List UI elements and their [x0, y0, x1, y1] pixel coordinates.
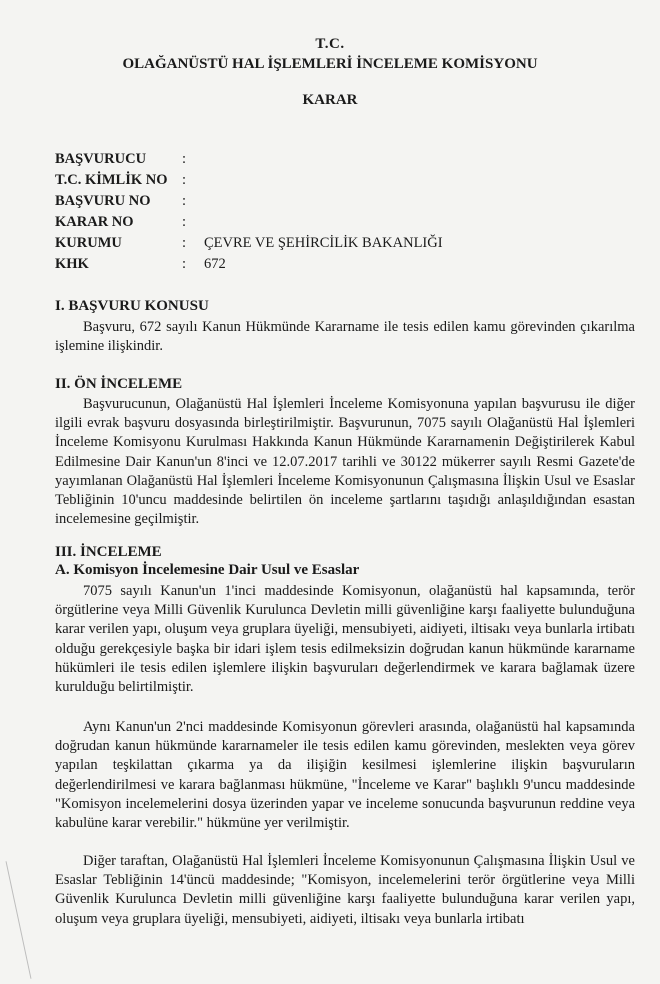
field-colon: :	[182, 256, 187, 272]
header-commission: OLAĞANÜSTÜ HAL İŞLEMLERİ İNCELEME KOMİSYONU	[122, 56, 538, 72]
field-row	[55, 233, 443, 254]
field-row	[55, 212, 443, 233]
field-label: KARAR NO	[55, 214, 134, 230]
field-row	[55, 149, 443, 170]
section-title: II. ÖN İNCELEME	[55, 376, 183, 392]
field-colon: :	[182, 235, 187, 251]
section-title: I. BAŞVURU KONUSU	[55, 298, 209, 314]
info-fields	[55, 149, 443, 275]
header-decision: KARAR	[302, 92, 358, 108]
section-paragraph: Aynı Kanun'un 2'nci maddesinde Komisyonun görevleri arasında, olağanüstü hal kapsamında doğrudan kanun hükmünde kararnameler ile tesis edilen kamu görevinden, meslekten veya görev yapılan teşkilattan çıkarma ya da ilişiğin kesilmesi işlemlerine ilişkin başvuruların değerlendirilmesi ve karara bağlanması hükmüne, "İnceleme ve Karar" başlıklı 9'uncu maddesinde "Komisyon incelemelerini dosya üzerinden yapar ve inceleme sonucunda başvurunun reddine veya kabulüne karar verebilir." hükmüne yer verilmiştir.	[55, 719, 635, 832]
field-row	[55, 191, 443, 212]
field-value: 672	[204, 256, 226, 272]
field-colon: :	[182, 151, 187, 167]
section-paragraph: Başvuru, 672 sayılı Kanun Hükmünde Kararname ile tesis edilen kamu görevinden çıkarılma işlemine ilişkindir.	[55, 319, 635, 355]
field-value: ÇEVRE VE ŞEHİRCİLİK BAKANLIĞI	[204, 235, 443, 251]
field-label: KURUMU	[55, 235, 122, 251]
field-colon: :	[182, 193, 187, 209]
field-label: KHK	[55, 256, 89, 272]
field-label: T.C. KİMLİK NO	[55, 172, 168, 188]
field-row	[55, 170, 443, 191]
section-paragraph: 7075 sayılı Kanun'un 1'inci maddesinde Komisyonun, olağanüstü hal kapsamında, terör örgütlerine veya Milli Güvenlik Kurulunca Devletin milli güvenliğine karşı faaliyette bulunduğuna karar verilen yapı, oluşum veya gruplara üyeliği, mensubiyeti, aidiyeti, iltisakı veya bunlarla irtibatı olduğu gerekçesiyle başka bir idari işlem tesis edilmeksizin doğrudan kanun hükmünde kararname hükümleri ile tesis edilen işlemlere ilişkin başvuruları değerlendirmek ve karara bağlamak üzere kurulduğu belirtilmiştir.	[55, 583, 635, 696]
field-colon: :	[182, 172, 187, 188]
section-title: III. İNCELEME	[55, 544, 162, 560]
section-subtitle: A. Komisyon İncelemesine Dair Usul ve Esaslar	[55, 562, 360, 578]
field-colon: :	[182, 214, 187, 230]
header-country: T.C.	[315, 36, 345, 52]
section-paragraph: Başvurucunun, Olağanüstü Hal İşlemleri İnceleme Komisyonuna yapılan başvurusu ile diğer ilgili evrak başvuru dosyasında birleştirilmiştir. Başvurunun, 7075 sayılı Olağanüstü Hal İşlemleri İnceleme Komisyonu Kurulması Hakkında Kanun Hükmünde Kararnamenin Değiştirilerek Kabul Edilmesine Dair Kanun'un 8'inci ve 12.07.2017 tarihli ve 30122 mükerrer sayılı Resmi Gazete'de yayımlanan Olağanüstü Hal İşlemleri İnceleme Komisyonunun Çalışmasına İlişkin Usul ve Esaslar Tebliğinin 10'uncu maddesinde belirtilen ön inceleme şartlarını taşıdığı anlaşıldığından esastan incelemesine geçilmiştir.	[55, 396, 635, 528]
section-paragraph: Diğer taraftan, Olağanüstü Hal İşlemleri İnceleme Komisyonunun Çalışmasına İlişkin Usul ve Esaslar Tebliğinin 14'üncü maddesinde; "Komisyon, incelemelerini terör örgütlerine veya Milli Güvenlik Kurulunca Devletin milli güvenliğine karşı faaliyette bulunduğuna karar verilen yapı, oluşum veya gruplara üyeliği, mensubiyeti, aidiyeti, iltisakı veya bunlarla irtibatı	[55, 853, 635, 927]
field-row	[55, 254, 443, 275]
field-label: BAŞVURU NO	[55, 193, 151, 209]
field-label: BAŞVURUCU	[55, 151, 147, 167]
scan-artifact	[6, 861, 32, 979]
